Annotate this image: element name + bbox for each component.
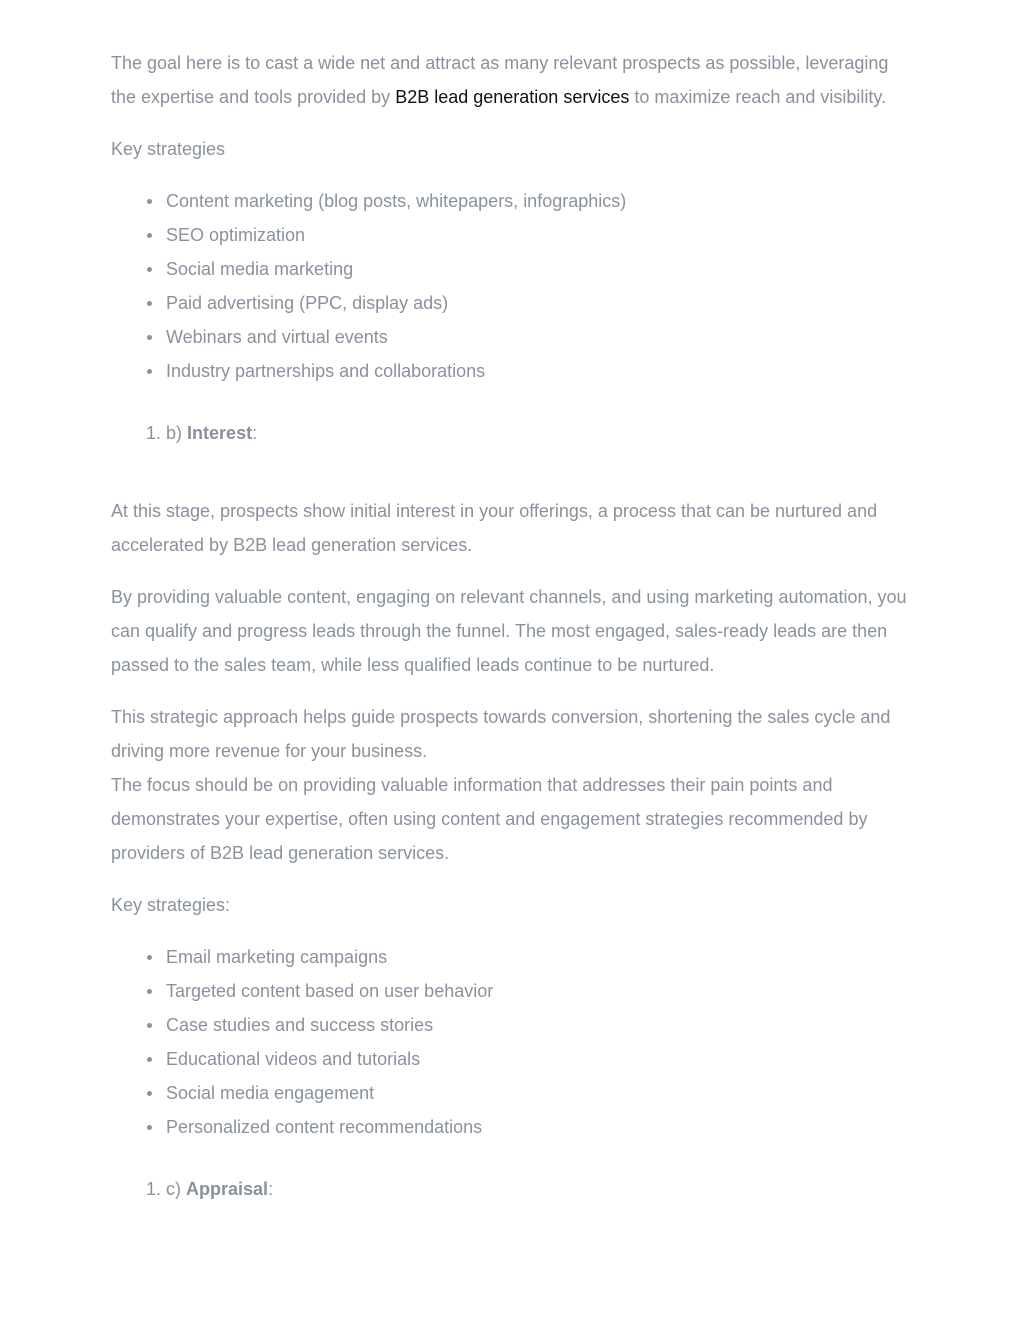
awareness-strategies-list bbox=[111, 184, 911, 388]
list-item: Educational videos and tutorials bbox=[166, 1042, 911, 1076]
interest-paragraph: The focus should be on providing valuable information that addresses their pain points and demonstrates your expertise, often using content and engagement strategies recommended by providers of B2B lead generation services. bbox=[111, 775, 868, 863]
intro-text-start: The goal here is to cast a wide net and attract as many relevant prospects as possible, leveraging the expertise and tools provided by bbox=[111, 53, 889, 107]
interest-strategies-list bbox=[111, 940, 911, 1144]
key-strategies-heading: Key strategies: bbox=[111, 895, 231, 915]
list-item: Content marketing (blog posts, whitepapers, infographics) bbox=[166, 184, 911, 218]
list-item: Personalized content recommendations bbox=[166, 1110, 911, 1144]
intro-paragraph bbox=[111, 46, 911, 114]
b2b-lead-generation-link[interactable]: B2B lead generation services bbox=[395, 87, 630, 107]
list-item: Case studies and success stories bbox=[166, 1008, 911, 1042]
list-item: Email marketing campaigns bbox=[166, 940, 911, 974]
article-body bbox=[111, 46, 911, 1250]
interest-paragraph: This strategic approach helps guide prospects towards conversion, shortening the sales cycle and driving more revenue for your business. bbox=[111, 707, 891, 761]
list-item: Industry partnerships and collaborations bbox=[166, 354, 911, 388]
list-item: Paid advertising (PPC, display ads) bbox=[166, 286, 911, 320]
stage-suffix: : bbox=[252, 423, 258, 443]
stage-title: Interest bbox=[187, 423, 253, 443]
interest-paragraph: At this stage, prospects show initial interest in your offerings, a process that can be nurtured and accelerated by B2B lead generation services. bbox=[111, 501, 878, 555]
list-item: Webinars and virtual events bbox=[166, 320, 911, 354]
stage-prefix: b) bbox=[166, 423, 188, 443]
stage-suffix: : bbox=[268, 1179, 274, 1199]
interest-paragraph: By providing valuable content, engaging on relevant channels, and using marketing automation, you can qualify and progress leads through the funnel. The most engaged, sales-ready leads are then passed to the sales team, while less qualified leads continue to be nurtured. bbox=[111, 587, 907, 675]
list-item: SEO optimization bbox=[166, 218, 911, 252]
list-item: Social media engagement bbox=[166, 1076, 911, 1110]
list-item: Social media marketing bbox=[166, 252, 911, 286]
stage-title: Appraisal bbox=[186, 1179, 269, 1199]
stage-heading-appraisal bbox=[111, 1172, 911, 1206]
list-item: Targeted content based on user behavior bbox=[166, 974, 911, 1008]
stage-number: 1. bbox=[146, 423, 162, 443]
stage-heading-interest bbox=[111, 416, 911, 450]
stage-number: 1. bbox=[146, 1179, 162, 1199]
key-strategies-heading: Key strategies bbox=[111, 139, 226, 159]
stage-prefix: c) bbox=[166, 1179, 187, 1199]
intro-text-end: to maximize reach and visibility. bbox=[629, 87, 887, 107]
